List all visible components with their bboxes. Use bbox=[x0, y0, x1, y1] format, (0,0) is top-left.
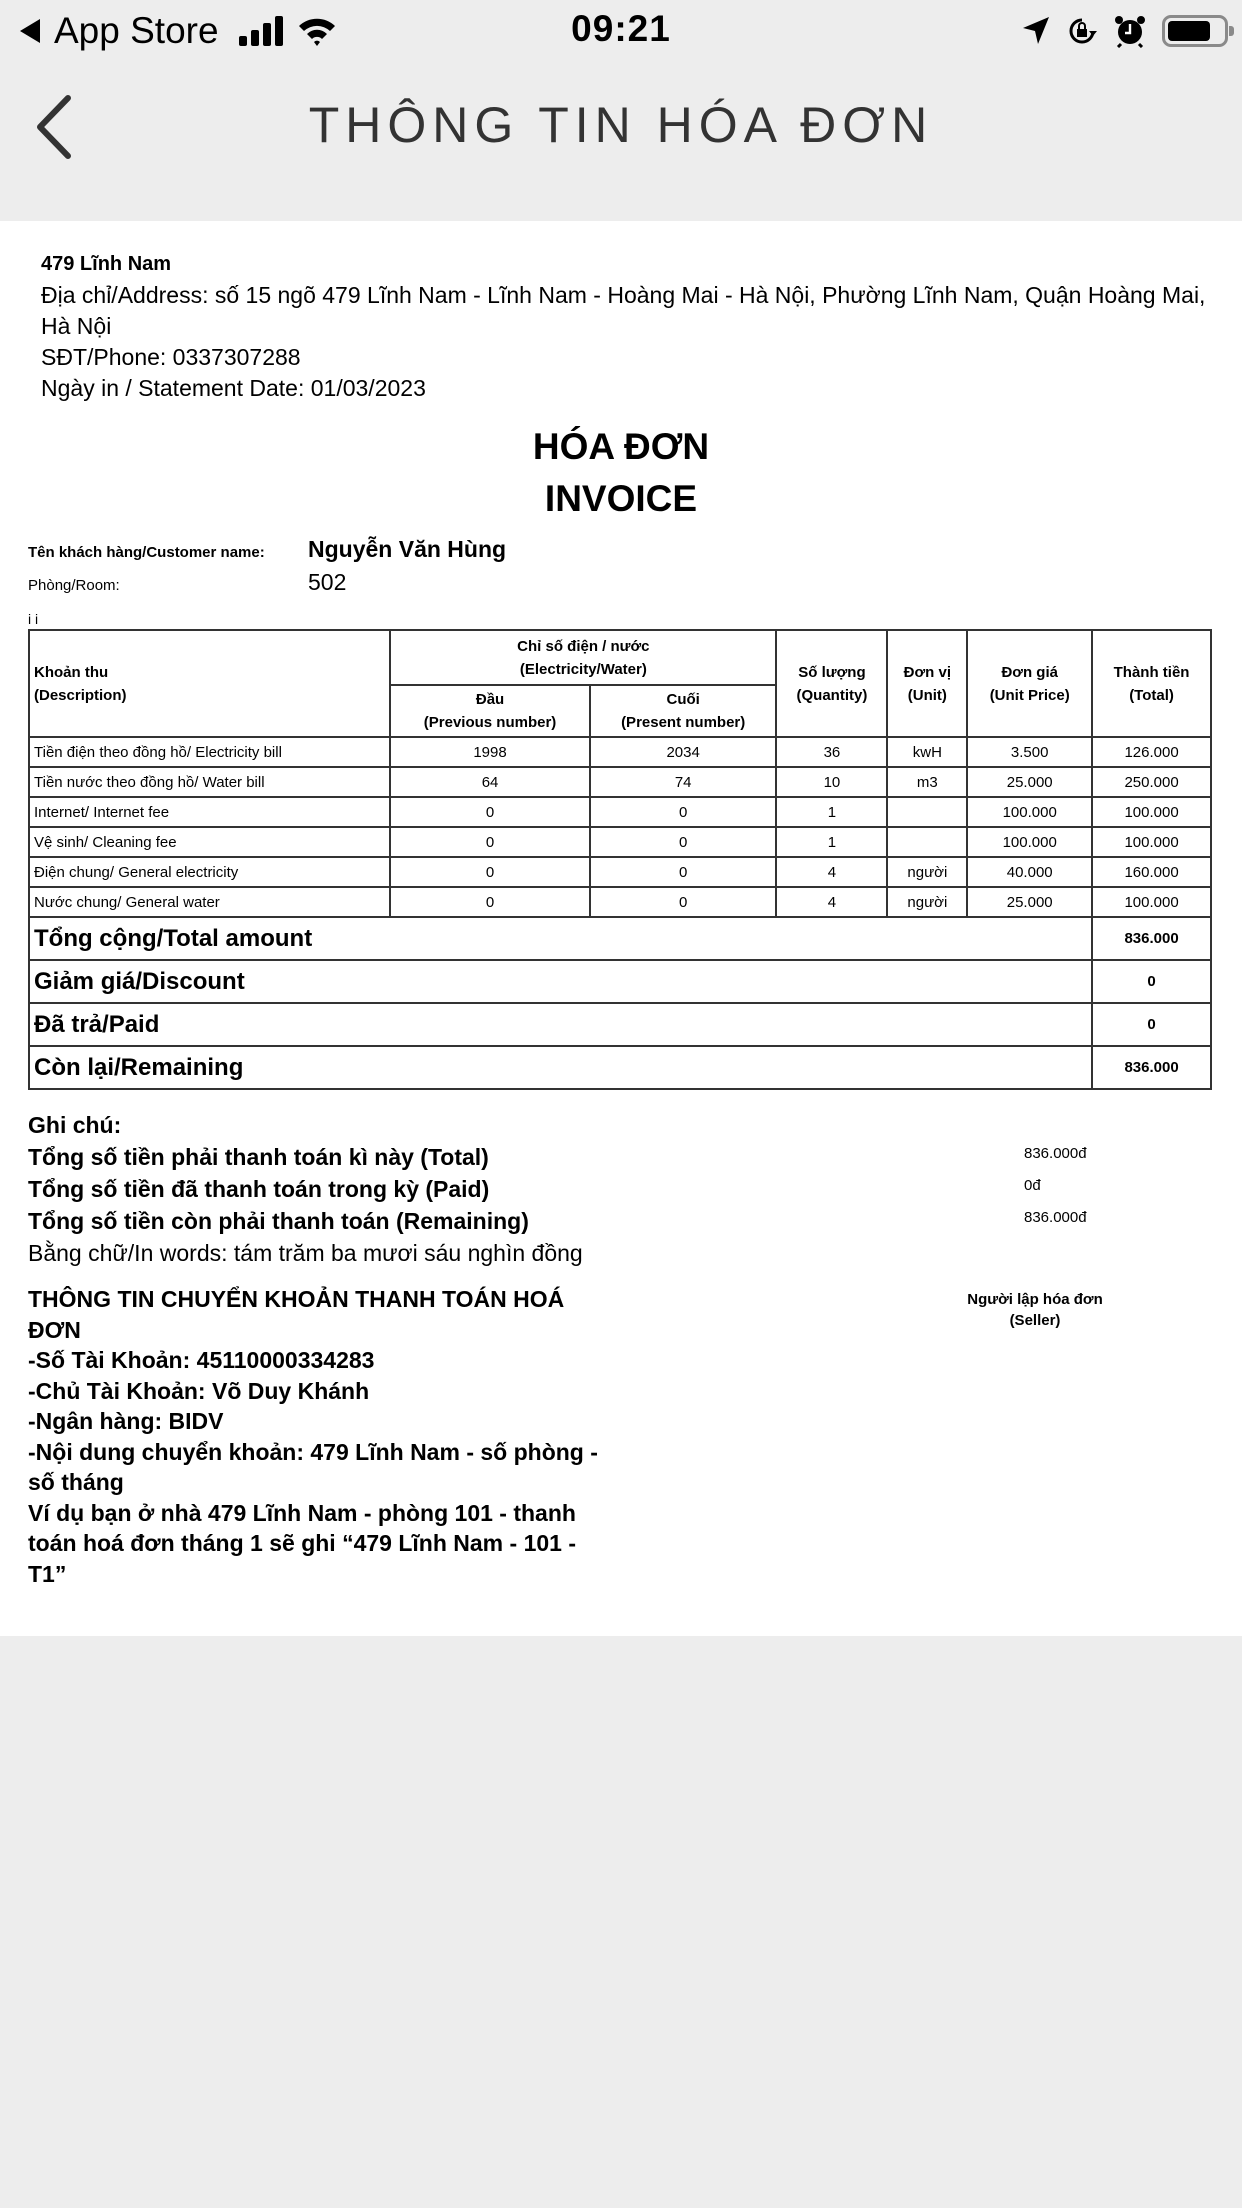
header-line: (Quantity) bbox=[796, 686, 868, 704]
cell-total: 100.000 bbox=[1092, 887, 1211, 917]
shop-info bbox=[41, 249, 1221, 404]
seller-signature bbox=[940, 1289, 1130, 1331]
header-line: (Unit) bbox=[907, 686, 947, 704]
header-line: Số lượng bbox=[798, 663, 866, 681]
cell-total: 160.000 bbox=[1092, 857, 1211, 887]
summary-row-paid bbox=[29, 1003, 1211, 1046]
cell-present: 0 bbox=[590, 857, 777, 887]
notes-paid-label: Tổng số tiền đã thanh toán trong kỳ (Paid) bbox=[28, 1176, 490, 1202]
col-unit-price-header bbox=[967, 630, 1092, 737]
cell-unit bbox=[887, 827, 967, 857]
invoice-document bbox=[0, 221, 1242, 1636]
header-line: Chỉ số điện / nước bbox=[517, 637, 650, 655]
rotation-lock-icon bbox=[1066, 15, 1098, 47]
cell-unit bbox=[887, 797, 967, 827]
account-number: -Số Tài Khoản: 45110000334283 bbox=[28, 1347, 375, 1373]
cell-unit: người bbox=[887, 857, 967, 887]
status-bar bbox=[0, 0, 1242, 62]
header-line: (Previous number) bbox=[423, 714, 557, 731]
nav-header bbox=[0, 62, 1242, 220]
table-row bbox=[29, 857, 1211, 887]
back-app-label: App Store bbox=[54, 10, 219, 51]
cell-unit-price: 3.500 bbox=[967, 737, 1092, 767]
summary-label: Đã trả/Paid bbox=[29, 1003, 1092, 1046]
page-title: THÔNG TIN HÓA ĐƠN bbox=[308, 97, 934, 153]
notes-remaining-value: 836.000đ bbox=[1024, 1209, 1087, 1226]
cell-unit-price: 100.000 bbox=[967, 827, 1092, 857]
cell-unit: m3 bbox=[887, 767, 967, 797]
invoice-title-en: INVOICE bbox=[544, 478, 698, 519]
header-line: (Electricity/Water) bbox=[519, 660, 647, 678]
amount-in-words: Bằng chữ/In words: tám trăm ba mươi sáu nghìn đồng bbox=[28, 1240, 583, 1266]
cell-quantity: 1 bbox=[776, 827, 887, 857]
header-line: Đơn giá bbox=[1001, 663, 1058, 681]
clock: 09:21 bbox=[571, 8, 671, 49]
header-line: Đơn vị bbox=[903, 663, 952, 681]
header-line: Đầu bbox=[475, 691, 505, 708]
invoice-title-vi: HÓA ĐƠN bbox=[532, 426, 710, 467]
cell-unit: người bbox=[887, 887, 967, 917]
cell-quantity: 1 bbox=[776, 797, 887, 827]
summary-value: 836.000 bbox=[1092, 917, 1211, 960]
cell-unit-price: 100.000 bbox=[967, 797, 1092, 827]
cell-total: 100.000 bbox=[1092, 827, 1211, 857]
cell-total: 100.000 bbox=[1092, 797, 1211, 827]
cell-quantity: 4 bbox=[776, 887, 887, 917]
cell-present: 0 bbox=[590, 797, 777, 827]
cell-previous: 0 bbox=[390, 797, 590, 827]
notes-values bbox=[1024, 1138, 1087, 1234]
cell-previous: 0 bbox=[390, 827, 590, 857]
summary-row-discount bbox=[29, 960, 1211, 1003]
summary-value: 0 bbox=[1092, 960, 1211, 1003]
header-line: Khoản thu bbox=[34, 663, 109, 681]
battery-icon bbox=[1162, 15, 1228, 47]
col-quantity-header bbox=[776, 630, 887, 737]
cell-unit: kwH bbox=[887, 737, 967, 767]
table-row bbox=[29, 767, 1211, 797]
cell-description: Tiền điện theo đồng hồ/ Electricity bill bbox=[29, 737, 390, 767]
cell-total: 250.000 bbox=[1092, 767, 1211, 797]
room-label: Phòng/Room: bbox=[28, 577, 120, 594]
cell-description: Vệ sinh/ Cleaning fee bbox=[29, 827, 390, 857]
cell-total: 126.000 bbox=[1092, 737, 1211, 767]
seller-label-vi: Người lập hóa đơn bbox=[967, 1291, 1103, 1308]
cell-previous: 0 bbox=[390, 887, 590, 917]
bank-name: -Ngân hàng: BIDV bbox=[28, 1408, 224, 1434]
shop-name: 479 Lĩnh Nam bbox=[41, 253, 172, 275]
notes-title: Ghi chú: bbox=[28, 1112, 122, 1138]
customer-info bbox=[28, 536, 506, 602]
cell-description: Internet/ Internet fee bbox=[29, 797, 390, 827]
cell-quantity: 36 bbox=[776, 737, 887, 767]
cell-description: Nước chung/ General water bbox=[29, 887, 390, 917]
header-line: (Unit Price) bbox=[989, 686, 1070, 704]
cell-quantity: 10 bbox=[776, 767, 887, 797]
table-row bbox=[29, 887, 1211, 917]
cell-present: 2034 bbox=[590, 737, 777, 767]
col-meter-group-header bbox=[390, 630, 776, 685]
customer-name-label: Tên khách hàng/Customer name: bbox=[28, 544, 265, 561]
header-line: (Description) bbox=[34, 686, 127, 704]
statement-date: Ngày in / Statement Date: 01/03/2023 bbox=[41, 375, 426, 401]
shop-phone: SĐT/Phone: 0337307288 bbox=[41, 344, 301, 370]
stray-text: i i bbox=[28, 611, 39, 627]
col-unit-header bbox=[887, 630, 967, 737]
cell-present: 0 bbox=[590, 887, 777, 917]
col-present-header bbox=[590, 685, 777, 737]
cell-unit-price: 40.000 bbox=[967, 857, 1092, 887]
cell-description: Điện chung/ General electricity bbox=[29, 857, 390, 887]
summary-row-total bbox=[29, 917, 1211, 960]
cell-unit-price: 25.000 bbox=[967, 887, 1092, 917]
table-row bbox=[29, 797, 1211, 827]
transfer-content: -Nội dung chuyển khoản: 479 Lĩnh Nam - số phòng - số tháng bbox=[28, 1438, 598, 1495]
header-line: (Present number) bbox=[621, 714, 746, 731]
cell-description: Tiền nước theo đồng hồ/ Water bill bbox=[29, 767, 390, 797]
notes-total-value: 836.000đ bbox=[1024, 1145, 1087, 1162]
summary-value: 836.000 bbox=[1092, 1046, 1211, 1089]
cell-quantity: 4 bbox=[776, 857, 887, 887]
table-row bbox=[29, 827, 1211, 857]
invoice-title bbox=[0, 421, 1242, 525]
shop-address: Địa chỉ/Address: số 15 ngõ 479 Lĩnh Nam - Lĩnh Nam - Hoàng Mai - Hà Nội, Phường Lĩnh Nam, Quận Hoàng Mai, Hà Nội bbox=[41, 282, 1206, 339]
summary-label: Giảm giá/Discount bbox=[29, 960, 1092, 1003]
transfer-example: Ví dụ bạn ở nhà 479 Lĩnh Nam - phòng 101 - thanh toán hoá đơn tháng 1 sẽ ghi “479 Lĩnh Nam - 101 - T1” bbox=[28, 1499, 576, 1587]
notes-paid-value: 0đ bbox=[1024, 1177, 1041, 1194]
summary-row-remaining bbox=[29, 1046, 1211, 1089]
invoice-items-table bbox=[28, 629, 1212, 1090]
cell-previous: 1998 bbox=[390, 737, 590, 767]
col-previous-header bbox=[390, 685, 590, 737]
header-line: Cuối bbox=[666, 691, 700, 708]
notes-total-label: Tổng số tiền phải thanh toán kì này (Total) bbox=[28, 1144, 489, 1170]
summary-label: Tổng cộng/Total amount bbox=[29, 917, 1092, 960]
notes-section bbox=[28, 1109, 648, 1269]
alarm-icon bbox=[1114, 14, 1146, 48]
cell-previous: 0 bbox=[390, 857, 590, 887]
header-line: Thành tiền bbox=[1113, 663, 1190, 681]
notes-remaining-label: Tổng số tiền còn phải thanh toán (Remaining) bbox=[28, 1208, 529, 1234]
bank-transfer-info bbox=[28, 1284, 618, 1589]
customer-name: Nguyễn Văn Hùng bbox=[308, 536, 507, 562]
location-icon bbox=[1022, 16, 1050, 46]
summary-label: Còn lại/Remaining bbox=[29, 1046, 1092, 1089]
header-line: (Total) bbox=[1129, 686, 1174, 704]
cell-unit-price: 25.000 bbox=[967, 767, 1092, 797]
account-holder: -Chủ Tài Khoản: Võ Duy Khánh bbox=[28, 1377, 370, 1404]
cell-present: 74 bbox=[590, 767, 777, 797]
cell-present: 0 bbox=[590, 827, 777, 857]
summary-value: 0 bbox=[1092, 1003, 1211, 1046]
table-row bbox=[29, 737, 1211, 767]
col-description-header bbox=[29, 630, 390, 737]
col-total-header bbox=[1092, 630, 1211, 737]
seller-label-en: (Seller) bbox=[1009, 1312, 1061, 1329]
transfer-title: THÔNG TIN CHUYỂN KHOẢN THANH TOÁN HOÁ ĐƠN bbox=[28, 1286, 565, 1343]
cell-previous: 64 bbox=[390, 767, 590, 797]
room-number: 502 bbox=[308, 569, 347, 595]
